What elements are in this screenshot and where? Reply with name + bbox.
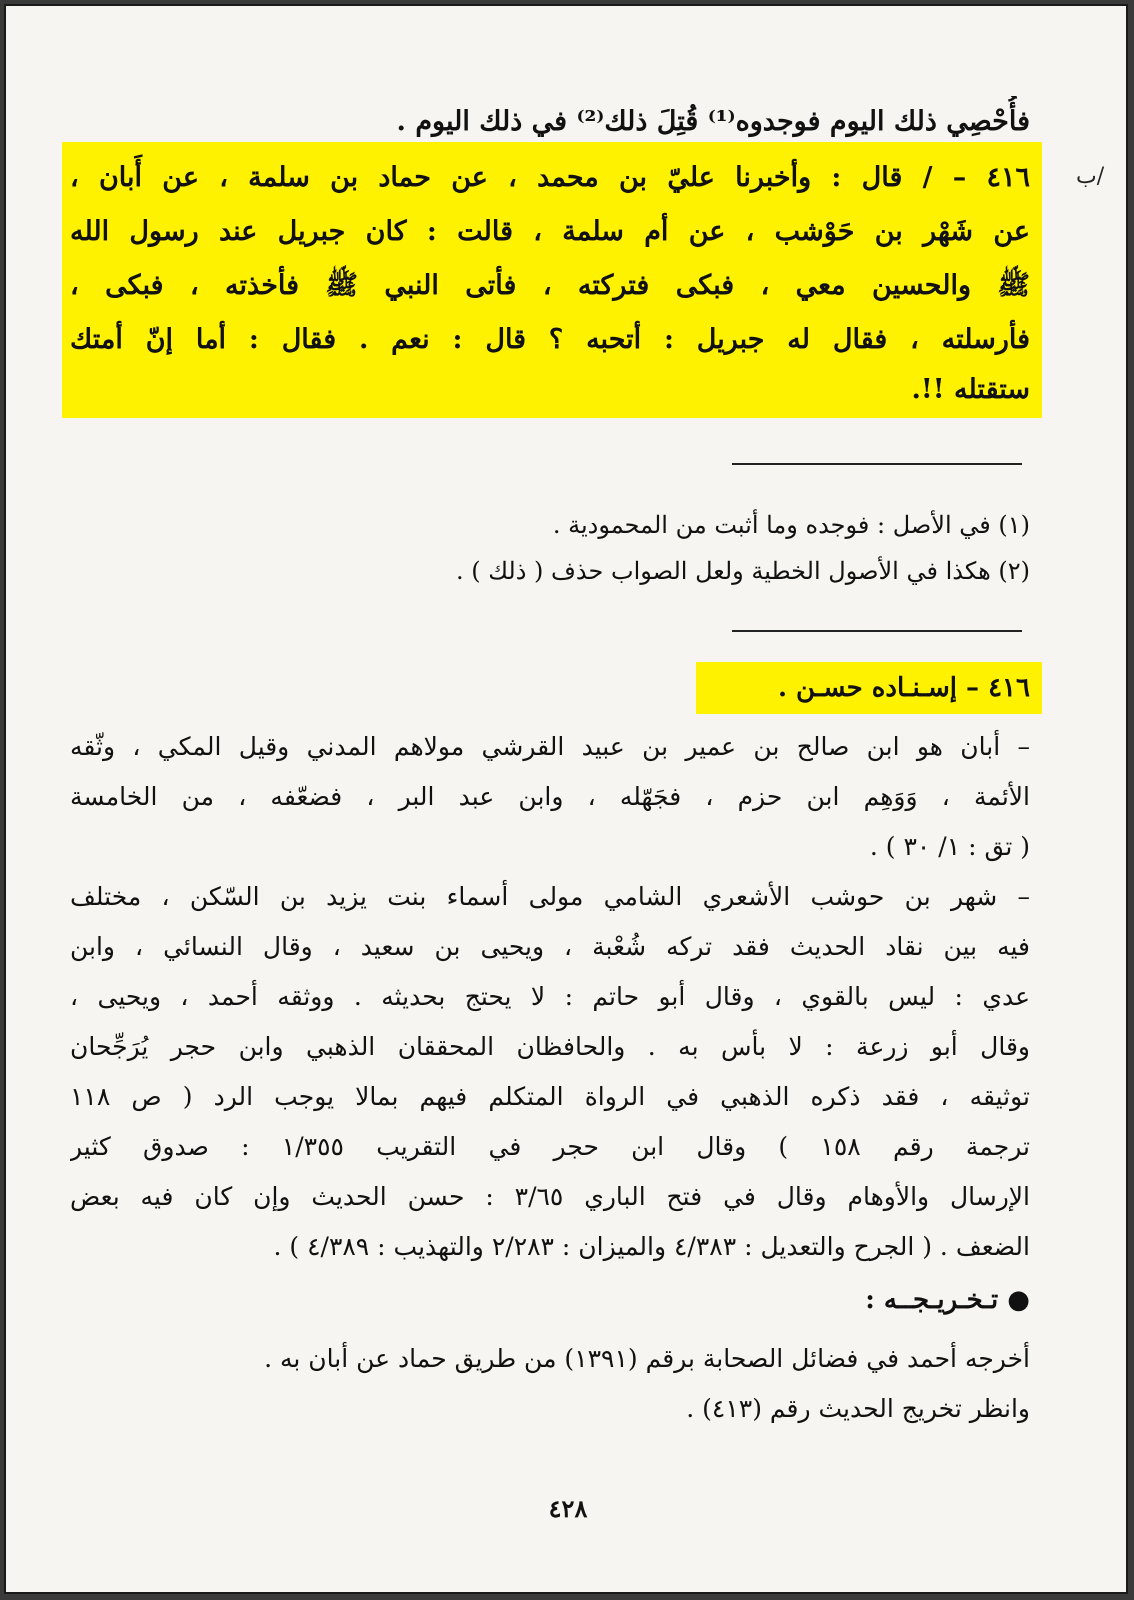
intro-line: فأُحْصِي ذلك اليوم فوجدوه⁽¹⁾ قُتِلَ ذلك⁽²⁾ في ذلك اليوم . (396, 106, 1030, 137)
commentary-line: وقال أبو زرعة : لا بأس به . والحافظان المحققان الذهبي وابن حجر يُرَجِّحان (70, 1032, 1030, 1061)
hadith-line: ٤١٦ – / قال : وأخبرنا عليّ بن محمد ، عن حماد بن سلمة ، عن أَبان ، (70, 162, 1030, 193)
commentary-line: فيه بين نقاد الحديث فقد تركه شُعْبة ، ويحيى بن سعيد ، وقال النسائي ، وابن (70, 932, 1030, 961)
footnote: (٢) هكذا في الأصول الخطية ولعل الصواب حذف ( ذلك ) . (455, 557, 1030, 585)
commentary-line: ترجمة رقم ١٥٨ ) وقال ابن حجر في التقريب ١/٣٥٥ : صدوق كثير (70, 1132, 1030, 1161)
footnote: (١) في الأصل : فوجده وما أثبت من المحمودية . (552, 511, 1030, 539)
takhrij-line: وانظر تخريج الحديث رقم (٤١٣) . (686, 1394, 1030, 1423)
document-page (4, 4, 1128, 1594)
hadith-line: ﷺ والحسين معي ، فبكى فتركته ، فأتى النبي ﷺ فأخذته ، فبكى ، (70, 270, 1030, 301)
commentary-heading: ٤١٦ – إسـنـاده حسـن . (777, 673, 1030, 703)
commentary-line: عدي : ليس بالقوي ، وقال أبو حاتم : لا يحتج بحديثه . ووثقه أحمد ، ويحيى ، (70, 982, 1030, 1011)
footnote-separator (732, 463, 1022, 465)
takhrij-line: أخرجه أحمد في فضائل الصحابة برقم (١٣٩١) من طريق حماد عن أبان به . (264, 1344, 1030, 1373)
commentary-separator (732, 630, 1022, 632)
commentary-line: الأئمة ، وَوَهِم ابن حزم ، فجَهّله ، وابن عبد البر ، فضعّفه ، من الخامسة (70, 782, 1030, 811)
commentary-line: ( تق : ١/ ٣٠ ) . (869, 832, 1030, 861)
commentary-line: – أبان هو ابن صالح بن عمير بن عبيد القرشي مولاهم المدني وقيل المكي ، وثّقه (70, 732, 1030, 761)
commentary-line: توثيقه ، فقد ذكره الذهبي في الرواة المتكلم فيهم بمالا يوجب الرد ( ص ١١٨ (70, 1082, 1030, 1111)
hadith-line: ستقتله !!. (911, 374, 1030, 405)
hadith-line: فأرسلته ، فقال له جبريل : أتحبه ؟ قال : نعم . فقال : أما إنّ أمتك (70, 324, 1030, 355)
hadith-line: عن شَهْر بن حَوْشب ، عن أم سلمة ، قالت : كان جبريل عند رسول الله (70, 216, 1030, 247)
margin-folio-note: /ب (1076, 164, 1105, 189)
page-number: ٤٢٨ (548, 1494, 588, 1523)
takhrij-heading: ● تـخـريـجــه : (865, 1285, 1030, 1315)
commentary-line: الإرسال والأوهام وقال في فتح الباري ٣/٦٥ : حسن الحديث وإن كان فيه بعض (70, 1182, 1030, 1211)
commentary-line: الضعف . ( الجرح والتعديل : ٤/٣٨٣ والميزان : ٢/٢٨٣ والتهذيب : ٤/٣٨٩ ) . (273, 1232, 1030, 1261)
commentary-line: – شهر بن حوشب الأشعري الشامي مولى أسماء بنت يزيد بن السّكن ، مختلف (70, 882, 1030, 911)
